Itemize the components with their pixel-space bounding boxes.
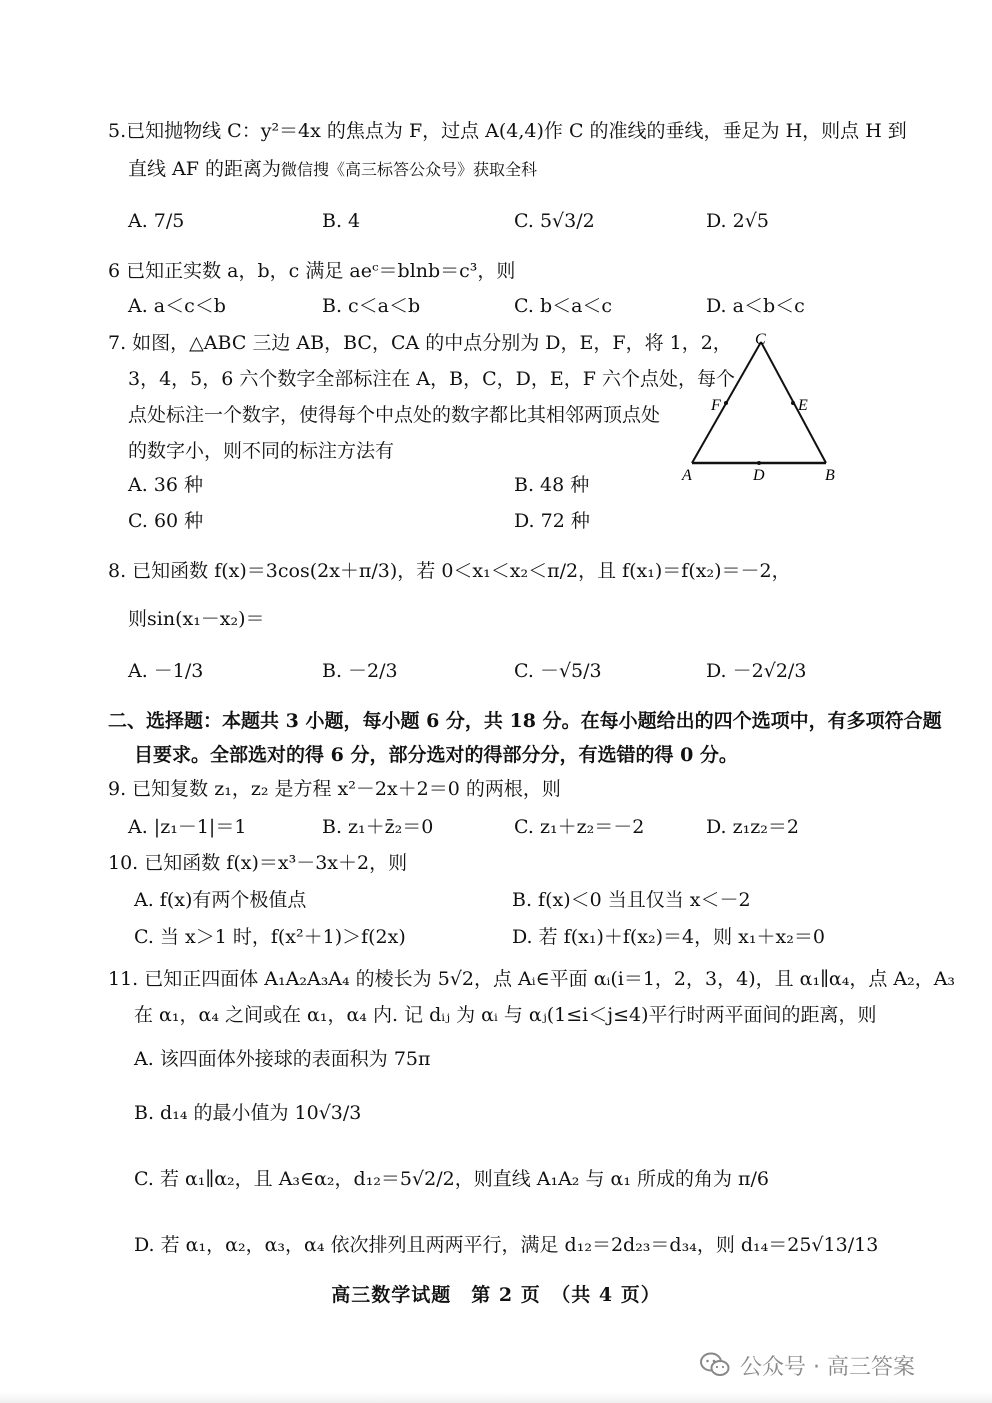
q9-line1: 9. 已知复数 z₁，z₂ 是方程 x²－2x＋2＝0 的两根，则 (108, 778, 561, 800)
label-f: F (711, 397, 721, 414)
q7-line3: 点处标注一个数字，使得每个中点处的数字都比其相邻两顶点处 (128, 404, 661, 426)
label-a: A (682, 467, 692, 484)
q6-option-b: B. c＜a＜b (322, 295, 421, 317)
q10-option-a: A. f(x)有两个极值点 (134, 889, 307, 911)
q7-option-c: C. 60 种 (128, 510, 204, 532)
q8-option-a: A. －1/3 (128, 660, 204, 682)
section2-line1: 二、选择题：本题共 3 小题，每小题 6 分，共 18 分。在每小题给出的四个选项中，有多项符合题 (108, 710, 942, 732)
q8-line2: 则sin(x₁－x₂)＝ (128, 608, 265, 630)
q10-option-d: D. 若 f(x₁)＋f(x₂)＝4，则 x₁＋x₂＝0 (512, 926, 825, 948)
page-bottom-edge (0, 1392, 992, 1403)
watermark (700, 1345, 980, 1385)
q9-option-a: A. |z₁－1|＝1 (128, 816, 247, 838)
q8-option-b: B. －2/3 (322, 660, 398, 682)
q7-option-b: B. 48 种 (514, 474, 590, 496)
q7-line1: 7. 如图，△ABC 三边 AB，BC，CA 的中点分别为 D，E，F，将 1，2， (108, 332, 732, 354)
q11-option-d: D. 若 α₁，α₂，α₃，α₄ 依次排列且两两平行，满足 d₁₂＝2d₂₃＝d₃₄，则 d₁₄＝25√13/13 (134, 1234, 879, 1256)
q7-option-d: D. 72 种 (514, 510, 590, 532)
q7-line2: 3，4，5，6 六个数字全部标注在 A，B，C，D，E，F 六个点处，每个 (128, 368, 735, 390)
watermark-text: 公众号 · 高三答案 (740, 1354, 915, 1380)
q6-option-d: D. a＜b＜c (706, 295, 805, 317)
q10-option-c: C. 当 x＞1 时，f(x²＋1)＞f(2x) (134, 926, 406, 948)
q5-note: 微信搜《高三标答公众号》获取全科 (280, 160, 537, 179)
label-e: E (798, 397, 808, 414)
q5-line2 (128, 156, 537, 183)
q11-option-c: C. 若 α₁∥α₂，且 A₃∈α₂，d₁₂＝5√2/2，则直线 A₁A₂ 与 α₁ 所成的角为 π/6 (134, 1168, 770, 1190)
q8-line1: 8. 已知函数 f(x)＝3cos(2x＋π/3)，若 0＜x₁＜x₂＜π/2，且 f(x₁)＝f(x₂)＝－2， (108, 560, 791, 582)
q11-line1: 11. 已知正四面体 A₁A₂A₃A₄ 的棱长为 5√2，点 Aᵢ∈平面 αᵢ(i＝1，2，3，4)，且 α₁∥α₄，点 A₂，A₃ (108, 968, 956, 990)
q10-line1: 10. 已知函数 f(x)＝x³－3x＋2，则 (108, 852, 408, 874)
q5-option-b: B. 4 (322, 210, 361, 232)
point-f (724, 401, 728, 405)
label-c: C (755, 331, 766, 348)
q11-option-b: B. d₁₄ 的最小值为 10√3/3 (134, 1102, 362, 1124)
triangle-figure (675, 330, 845, 490)
q5-line1: 5.已知抛物线 C：y²＝4x 的焦点为 F，过点 A(4,4)作 C 的准线的垂线，垂足为 H，则点 H 到 (108, 120, 907, 142)
q7-line4: 的数字小，则不同的标注方法有 (128, 440, 395, 462)
q8-option-d: D. －2√2/3 (706, 660, 807, 682)
q5-option-a: A. 7/5 (128, 210, 185, 232)
q5-option-c: C. 5√3/2 (514, 210, 595, 232)
page-footer: 高三数学试题 第 2 页 （共 4 页） (331, 1284, 661, 1306)
q10-option-b: B. f(x)＜0 当且仅当 x＜－2 (512, 889, 751, 911)
point-d (757, 461, 761, 465)
q6-line1: 6 已知正实数 a，b，c 满足 aeᶜ＝blnb＝c³，则 (108, 260, 516, 282)
q11-line2: 在 α₁，α₄ 之间或在 α₁，α₄ 内. 记 dᵢⱼ 为 αᵢ 与 αⱼ(1≤i＜j≤4)平行时两平面间的距离，则 (134, 1004, 877, 1026)
q6-option-a: A. a＜c＜b (128, 295, 226, 317)
q7-option-a: A. 36 种 (128, 474, 204, 496)
wechat-icon (700, 1352, 730, 1378)
q5-stem-tail: 直线 AF 的距离为 (128, 158, 281, 180)
point-e (791, 401, 795, 405)
section2-line2: 目要求。全部选对的得 6 分，部分选对的得部分分，有选错的得 0 分。 (134, 744, 738, 766)
q9-option-b: B. z₁＋z̄₂＝0 (322, 816, 434, 838)
label-d: D (753, 467, 765, 484)
q8-option-c: C. －√5/3 (514, 660, 602, 682)
label-b: B (825, 467, 835, 484)
q9-option-c: C. z₁＋z₂＝－2 (514, 816, 645, 838)
q5-option-d: D. 2√5 (706, 210, 769, 232)
q9-option-d: D. z₁z₂＝2 (706, 816, 799, 838)
q6-option-c: C. b＜a＜c (514, 295, 613, 317)
q11-option-a: A. 该四面体外接球的表面积为 75π (134, 1048, 431, 1070)
